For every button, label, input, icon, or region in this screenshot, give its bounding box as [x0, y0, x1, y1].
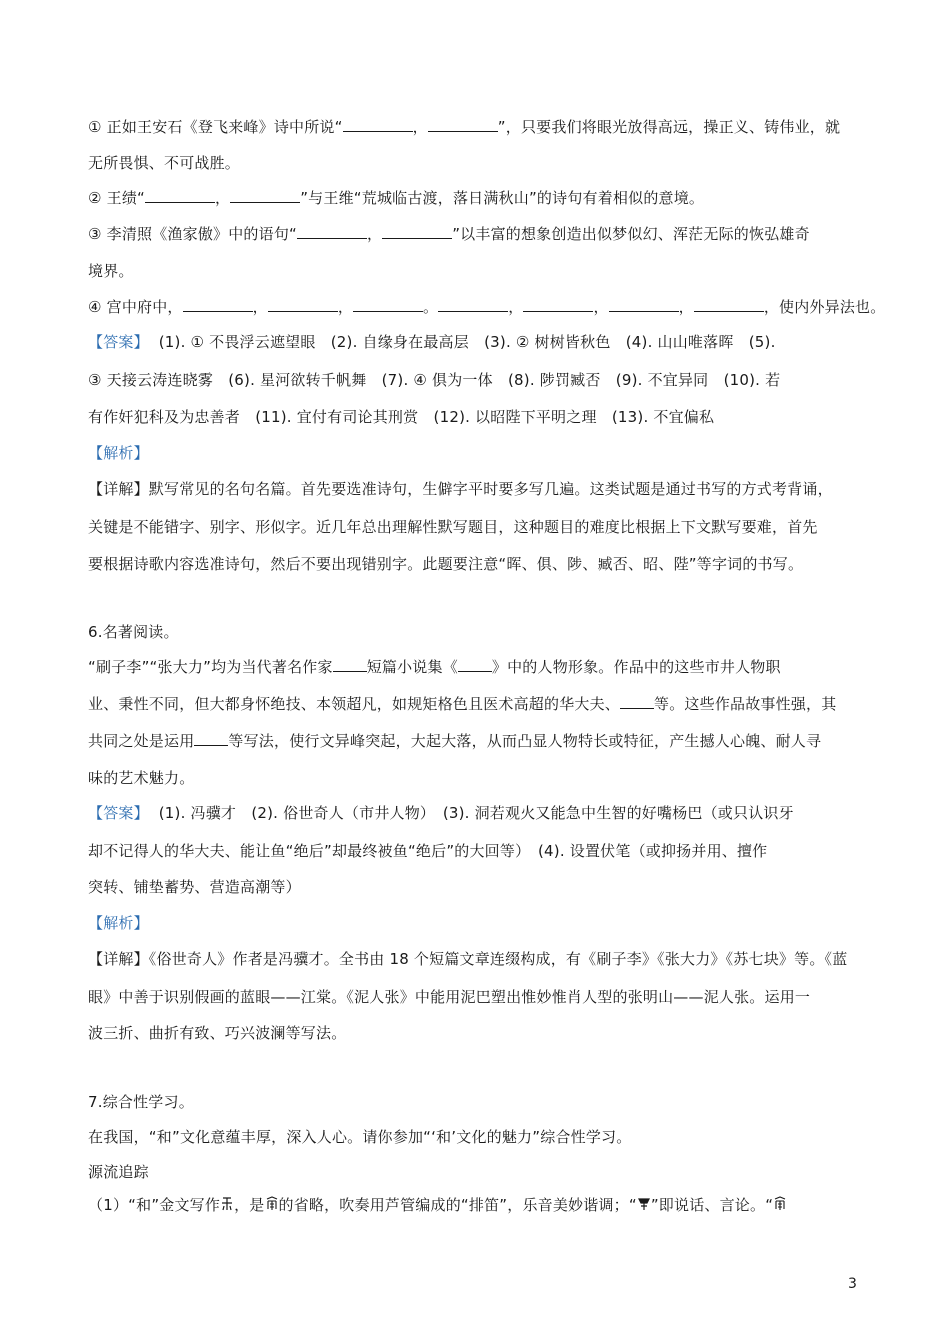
- fill-blank: [620, 694, 654, 709]
- q7-line-1: （1）“和”金文写作 ，是 的省略，吹奏用芦管编成的“排笛”，乐音美妙谐调；“ ”即说话、言论。“: [88, 1195, 868, 1215]
- q6-detail-line-1: 【详解】《俗世奇人》作者是冯骥才。全书由 18 个短篇文章连缀构成，有《刷子李》《张大力》《苏七块》等。《蓝: [88, 950, 848, 968]
- q7-title: 7.综合性学习。: [88, 1093, 194, 1111]
- q5-detail-line-2: 关键是不能错字、别字、形似字。近几年总出理解性默写题目，这种题目的难度比根据上下文默写要难，首先: [88, 518, 818, 536]
- fill-blank: [343, 117, 413, 132]
- q5-line-5: 境界。: [88, 262, 134, 280]
- q6-answer-line-1: 【答案】 (1). 冯骥才 (2). 俗世奇人（市井人物） (3). 洞若观火又能急中生智的好嘴杨巴（或只认识牙: [88, 804, 794, 822]
- q6-detail-line-2: 眼》中善于识别假画的蓝眼——江棠。《泥人张》中能用泥巴塑出惟妙惟肖人型的张明山——泥人张。运用一: [88, 988, 811, 1006]
- fill-blank: [694, 297, 764, 312]
- fill-blank: [609, 297, 679, 312]
- fill-blank: [428, 117, 498, 132]
- answer-tag: 【答案】: [88, 333, 149, 351]
- fill-blank: [458, 657, 492, 672]
- q6-title: 6.名著阅读。: [88, 623, 179, 641]
- fill-blank: [333, 657, 367, 672]
- bronze-script-mouth-icon: [637, 1196, 651, 1212]
- q5-answer-line-1: 【答案】 (1). ① 不畏浮云遮望眼 (2). 自缘身在最高层 (3). ② 树树皆秋色 (4). 山山唯落晖 (5).: [88, 333, 776, 351]
- fill-blank: [268, 297, 338, 312]
- page-number: 3: [848, 1276, 857, 1292]
- fill-blank: [194, 731, 228, 746]
- q5-line-1: ① 正如王安石《登飞来峰》诗中所说“ ， ”，只要我们将眼光放得高远，操正义、铸伟业，就: [88, 118, 841, 136]
- fill-blank: [438, 297, 508, 312]
- bronze-script-he-full-icon: [265, 1196, 279, 1212]
- bronze-script-he-full-icon: [773, 1196, 787, 1212]
- q6-para-line-3: 共同之处是运用 等写法，使行文异峰突起，大起大落，从而凸显人物特长或特征，产生撼人心魄、耐人寻: [88, 732, 822, 750]
- fill-blank: [353, 297, 423, 312]
- q5-answer-line-2: ③ 天接云涛连晓雾 (6). 星河欲转千帆舞 (7). ④ 俱为一体 (8). 陟罚臧否 (9). 不宜异同 (10). 若: [88, 371, 781, 389]
- q5-detail-line-1: 【详解】默写常见的名句名篇。首先要选准诗句，生僻字平时要多写几遍。这类试题是通过书写的方式考背诵，: [88, 480, 833, 498]
- q6-answer-line-2: 却不记得人的华大夫、能让鱼“绝后”却最终被鱼“绝后”的大回等） (4). 设置伏笔（或抑扬并用、擅作: [88, 842, 768, 860]
- fill-blank: [382, 224, 452, 239]
- q5-analysis-tag: 【解析】: [88, 444, 149, 462]
- q6-para-line-1: “刷子李”“张大力”均为当代著名作家 短篇小说集《 》中的人物形象。作品中的这些市井人物职: [88, 658, 781, 676]
- q7-subheading: 源流追踪: [88, 1163, 149, 1181]
- q5-line-6: ④ 宫中府中， ， ， 。 ， ， ， ，使内外异法也。: [88, 298, 886, 316]
- q5-answer-line-3: 有作奸犯科及为忠善者 (11). 宜付有司论其刑赏 (12). 以昭陛下平明之理 (13). 不宜偏私: [88, 408, 715, 426]
- answer-tag: 【答案】: [88, 804, 149, 822]
- q6-para-line-4: 味的艺术魅力。: [88, 769, 195, 787]
- q6-answer-line-3: 突转、铺垫蓄势、营造高潮等）: [88, 878, 301, 896]
- fill-blank: [297, 224, 367, 239]
- bronze-script-he-icon: [220, 1196, 234, 1212]
- q5-line-3: ② 王绩“ ， ”与王维“荒城临古渡，落日满秋山”的诗句有着相似的意境。: [88, 189, 705, 207]
- q5-line-2: 无所畏惧、不可战胜。: [88, 154, 241, 172]
- fill-blank: [145, 188, 215, 203]
- q6-detail-line-3: 波三折、曲折有致、巧兴波澜等写法。: [88, 1024, 347, 1042]
- q6-analysis-tag: 【解析】: [88, 914, 149, 932]
- fill-blank: [230, 188, 300, 203]
- fill-blank: [183, 297, 253, 312]
- q5-detail-line-3: 要根据诗歌内容选准诗句，然后不要出现错别字。此题要注意“晖、俱、陟、臧否、昭、陛”等字词的书写。: [88, 555, 804, 573]
- q6-para-line-2: 业、秉性不同，但大都身怀绝技、本领超凡，如规矩格色且医术高超的华大夫、 等。这些作品故事性强，其: [88, 695, 837, 713]
- q5-line-4: ③ 李清照《渔家傲》中的语句“ ， ”以丰富的想象创造出似梦似幻、浑茫无际的恢弘雄奇: [88, 225, 810, 243]
- fill-blank: [523, 297, 593, 312]
- q7-intro: 在我国，“和”文化意蕴丰厚，深入人心。请你参加“‘和’文化的魅力”综合性学习。: [88, 1128, 632, 1146]
